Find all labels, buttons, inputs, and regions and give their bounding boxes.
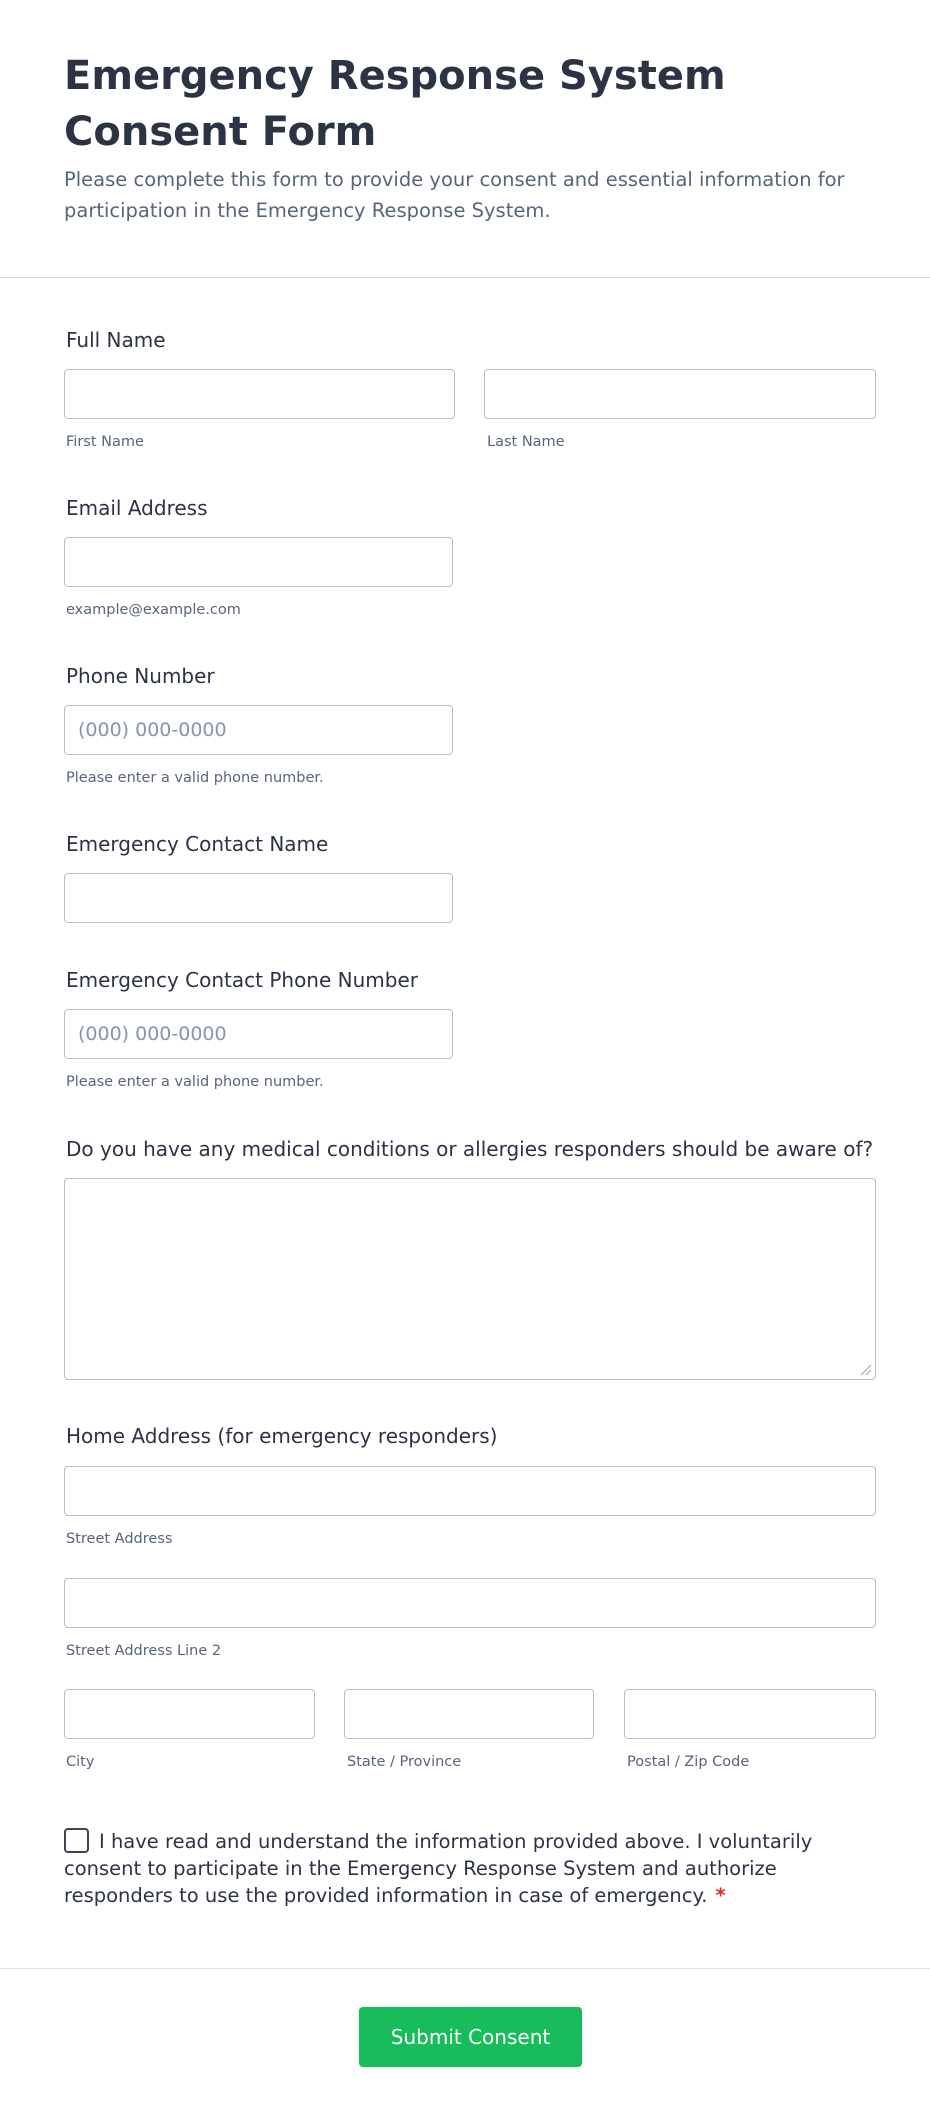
street-address-line2-sublabel: Street Address Line 2 <box>66 1643 222 1659</box>
emergency-contact-phone-label: Emergency Contact Phone Number <box>66 968 418 992</box>
email-label: Email Address <box>66 496 208 520</box>
submit-consent-button[interactable]: Submit Consent <box>359 2007 582 2067</box>
emergency-contact-name-label: Emergency Contact Name <box>66 832 329 856</box>
street-address-sublabel: Street Address <box>66 1531 173 1547</box>
form-subtitle: Please complete this form to provide your consent and essential information for participation in the Emergency Response System. <box>64 168 845 222</box>
street-address-input[interactable] <box>64 1466 876 1516</box>
city-sublabel: City <box>66 1754 95 1770</box>
form-header <box>0 0 930 278</box>
first-name-sublabel: First Name <box>66 434 144 450</box>
consent-checkbox[interactable] <box>64 1828 89 1853</box>
state-province-sublabel: State / Province <box>347 1754 462 1770</box>
phone-input[interactable] <box>64 705 453 755</box>
consent-text: I have read and understand the information provided above. I voluntarily consent to participate in the Emergency Response System and authorize responders to use the provided information in case of emergency. <box>64 1830 813 1907</box>
street-address-line2-input[interactable] <box>64 1578 876 1628</box>
postal-code-input[interactable] <box>624 1689 876 1739</box>
footer-divider <box>0 1968 930 1969</box>
emergency-contact-phone-input[interactable] <box>64 1009 453 1059</box>
postal-code-sublabel: Postal / Zip Code <box>627 1754 750 1770</box>
email-input[interactable] <box>64 537 453 587</box>
email-sublabel: example@example.com <box>66 602 241 618</box>
medical-conditions-textarea[interactable] <box>64 1178 876 1380</box>
last-name-sublabel: Last Name <box>487 434 565 450</box>
resize-grip-icon[interactable] <box>858 1362 872 1376</box>
required-marker: * <box>715 1884 726 1907</box>
last-name-input[interactable] <box>484 369 876 419</box>
phone-label: Phone Number <box>66 664 215 688</box>
medical-conditions-label: Do you have any medical conditions or allergies responders should be aware of? <box>66 1137 874 1161</box>
full-name-label: Full Name <box>66 328 166 352</box>
state-province-input[interactable] <box>344 1689 594 1739</box>
first-name-input[interactable] <box>64 369 455 419</box>
home-address-label: Home Address (for emergency responders) <box>66 1424 498 1448</box>
city-input[interactable] <box>64 1689 315 1739</box>
emergency-contact-name-input[interactable] <box>64 873 453 923</box>
consent-block <box>64 1828 824 1909</box>
emergency-contact-phone-sublabel: Please enter a valid phone number. <box>66 1074 324 1090</box>
phone-sublabel: Please enter a valid phone number. <box>66 770 324 786</box>
form-title: Emergency Response System Consent Form <box>64 53 726 155</box>
